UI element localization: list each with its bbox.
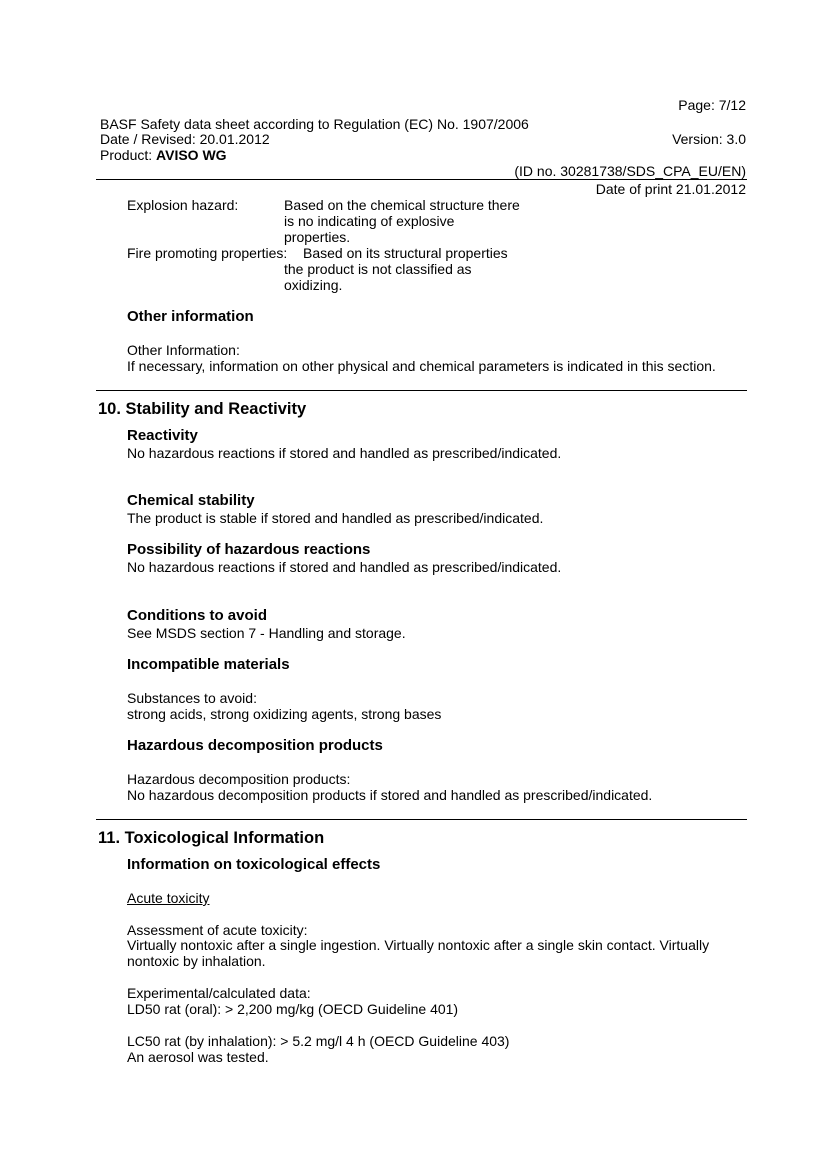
- other-information-heading: Other information: [127, 308, 254, 325]
- fire-promoting-line-3: oxidizing.: [284, 277, 343, 293]
- other-information-label: Other Information:: [127, 342, 240, 358]
- assessment-label: Assessment of acute toxicity:: [127, 922, 308, 938]
- page-number: Page: 7/12: [678, 97, 746, 113]
- aerosol-note: An aerosol was tested.: [127, 1049, 269, 1065]
- decomposition-heading: Hazardous decomposition products: [127, 737, 383, 754]
- decomposition-label: Hazardous decomposition products:: [127, 771, 351, 787]
- incompatible-label: Substances to avoid:: [127, 690, 257, 706]
- fire-promoting-line-1: Based on its structural properties: [303, 245, 508, 261]
- assessment-line-1: Virtually nontoxic after a single ingestion. Virtually nontoxic after a single skin contact. Virtually: [127, 937, 710, 953]
- explosion-hazard-line-1: Based on the chemical structure there: [284, 197, 520, 213]
- section-11-title: 11. Toxicological Information: [98, 829, 325, 847]
- section-divider-10: [96, 390, 747, 391]
- incompatible-heading: Incompatible materials: [127, 656, 290, 673]
- decomposition-text: No hazardous decomposition products if stored and handled as prescribed/indicated.: [127, 787, 653, 803]
- incompatible-text: strong acids, strong oxidizing agents, strong bases: [127, 706, 442, 722]
- section-10-title: 10. Stability and Reactivity: [98, 400, 307, 418]
- possibility-heading: Possibility of hazardous reactions: [127, 541, 371, 558]
- section-divider-11: [96, 819, 747, 820]
- conditions-heading: Conditions to avoid: [127, 607, 267, 624]
- reactivity-text: No hazardous reactions if stored and handled as prescribed/indicated.: [127, 445, 562, 461]
- possibility-text: No hazardous reactions if stored and handled as prescribed/indicated.: [127, 559, 562, 575]
- assessment-line-2: nontoxic by inhalation.: [127, 953, 266, 969]
- explosion-hazard-label: Explosion hazard:: [127, 197, 239, 213]
- conditions-text: See MSDS section 7 - Handling and storage.: [127, 625, 406, 641]
- product-line: [100, 147, 227, 163]
- toxicological-effects-heading: Information on toxicological effects: [127, 856, 381, 873]
- lc50-value: LC50 rat (by inhalation): > 5.2 mg/l 4 h (OECD Guideline 403): [127, 1033, 510, 1049]
- explosion-hazard-line-3: properties.: [284, 229, 351, 245]
- reactivity-heading: Reactivity: [127, 427, 198, 444]
- product-label: Product:: [100, 147, 157, 163]
- header-divider: [96, 179, 747, 180]
- chemical-stability-text: The product is stable if stored and handled as prescribed/indicated.: [127, 510, 544, 526]
- fire-promoting-label: Fire promoting properties:: [127, 245, 288, 261]
- document-id: (ID no. 30281738/SDS_CPA_EU/EN): [514, 163, 746, 179]
- experimental-data-label: Experimental/calculated data:: [127, 985, 311, 1001]
- version: Version: 3.0: [672, 131, 746, 147]
- acute-toxicity-heading: Acute toxicity: [127, 890, 210, 906]
- chemical-stability-heading: Chemical stability: [127, 492, 255, 509]
- ld50-value: LD50 rat (oral): > 2,200 mg/kg (OECD Guideline 401): [127, 1001, 459, 1017]
- date-revised: Date / Revised: 20.01.2012: [100, 131, 270, 147]
- other-information-text: If necessary, information on other physical and chemical parameters is indicated in this section.: [127, 358, 716, 374]
- product-name: AVISO WG: [156, 147, 227, 163]
- fire-promoting-line-2: the product is not classified as: [284, 261, 472, 277]
- sds-regulation-line: BASF Safety data sheet according to Regulation (EC) No. 1907/2006: [100, 116, 529, 132]
- date-of-print: Date of print 21.01.2012: [595, 181, 746, 197]
- explosion-hazard-line-2: is no indicating of explosive: [284, 213, 455, 229]
